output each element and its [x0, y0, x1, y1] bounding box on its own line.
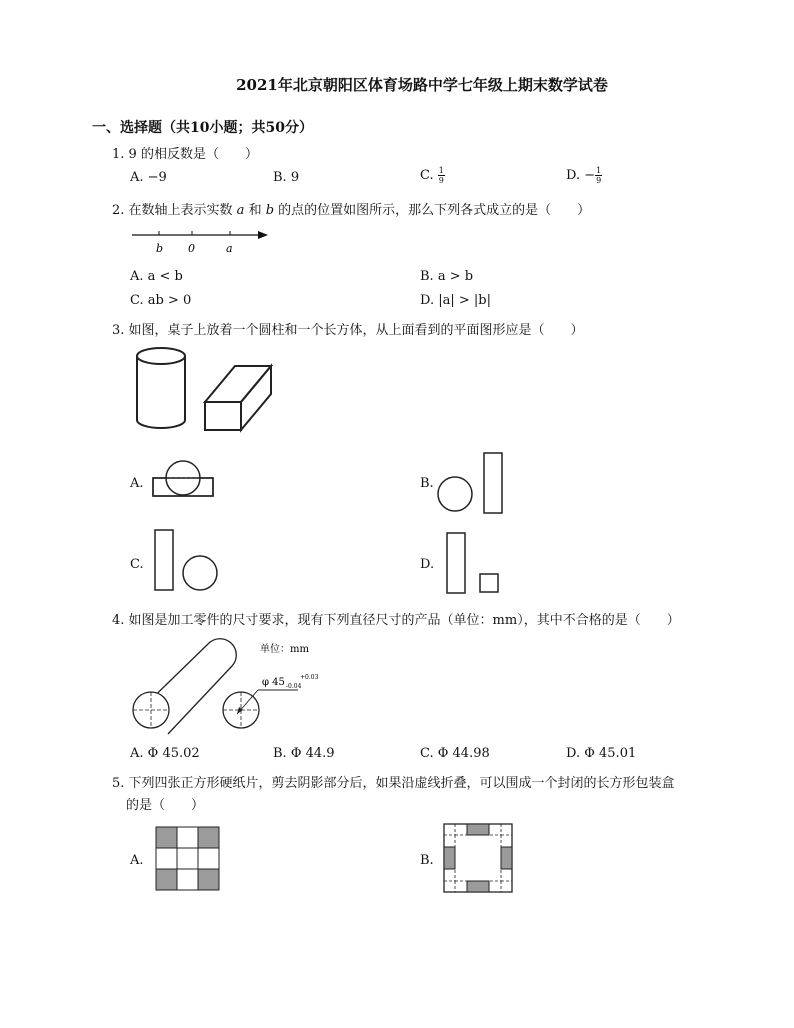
label-b: b: [156, 242, 164, 255]
page-title: 2021年北京朝阳区体育场路中学七年级上期末数学试卷: [236, 76, 608, 94]
q2-var-a: a: [236, 203, 245, 218]
q4-stem: 4. 如图是加工零件的尺寸要求，现有下列直径尺寸的产品（单位：mm），其中不合格的是（ ）: [112, 613, 680, 628]
cuboid-side: [241, 366, 271, 430]
section-heading: 一、选择题（共10小题；共50分）: [92, 120, 313, 136]
q5-option-a-label[interactable]: A.: [130, 853, 144, 868]
number-line-arrow-icon: [258, 231, 268, 239]
q5-option-b-label[interactable]: B.: [420, 853, 434, 868]
q2-option-c[interactable]: C. ab > 0: [130, 293, 192, 308]
q2-option-d[interactable]: D. |a| > |b|: [420, 293, 491, 308]
q3-option-a-figure[interactable]: [150, 458, 220, 500]
q3-option-d-label[interactable]: D.: [420, 557, 435, 572]
q1-stem: 1. 9 的相反数是（ ）: [112, 147, 258, 162]
q5-option-b-figure[interactable]: [443, 823, 515, 895]
q4-option-d[interactable]: D. Φ 45.01: [566, 746, 637, 761]
q4-option-a[interactable]: A. Φ 45.02: [130, 746, 200, 761]
q1-option-b[interactable]: B. 9: [273, 170, 300, 185]
q1-option-c-numerator: 1: [438, 166, 444, 175]
q2-stem: [112, 199, 590, 218]
q1-option-c-prefix: C.: [420, 168, 438, 183]
q4-option-b[interactable]: B. Φ 44.9: [273, 746, 335, 761]
dimension-lower: -0.04: [286, 683, 302, 690]
q1-option-a[interactable]: A. −9: [130, 170, 167, 185]
q1-option-c-denominator: 9: [438, 176, 444, 185]
q1-option-d-denominator: 9: [596, 176, 602, 185]
q4-part-figure: [128, 636, 348, 736]
q2-stem-part3: 的点的位置如图所示，那么下列各式成立的是（ ）: [274, 203, 591, 218]
q3-main-figure: [125, 340, 285, 440]
q3-option-b-figure[interactable]: [436, 450, 506, 520]
q3-stem: 3. 如图，桌子上放着一个圆柱和一个长方体，从上面看到的平面图形应是（ ）: [112, 323, 584, 338]
q2-number-line: [128, 226, 278, 258]
label-zero: 0: [188, 242, 195, 255]
q1-option-d-prefix: D. −: [566, 168, 596, 183]
q3-option-c-figure[interactable]: [152, 527, 222, 595]
q4-option-c[interactable]: C. Φ 44.98: [420, 746, 490, 761]
q1-option-d-fraction: [595, 166, 602, 185]
cylinder-top: [137, 348, 185, 364]
q1-option-d-numerator: 1: [596, 166, 602, 175]
cuboid-top: [205, 366, 271, 402]
q1-option-c-fraction: [438, 166, 445, 185]
q5-option-a-figure[interactable]: [155, 826, 221, 892]
q5-stem-line2: 的是（ ）: [126, 798, 205, 813]
q3-option-a-label[interactable]: A.: [130, 476, 144, 491]
q1-option-c[interactable]: [420, 166, 445, 185]
cuboid-front: [205, 402, 241, 430]
cylinder-bottom: [137, 420, 185, 428]
q2-stem-part2: 和: [244, 203, 266, 218]
q2-stem-part1: 2. 在数轴上表示实数: [112, 203, 237, 218]
unit-label: 单位：mm: [260, 644, 309, 655]
label-a: a: [226, 242, 233, 255]
q3-option-d-figure[interactable]: [444, 530, 504, 596]
q2-option-a[interactable]: A. a < b: [130, 269, 183, 284]
q2-var-b: b: [265, 203, 275, 218]
q1-option-d[interactable]: [566, 166, 602, 185]
dimension-main: φ 45: [262, 677, 285, 688]
q5-stem-line1: 5. 下列四张正方形硬纸片，剪去阴影部分后，如果沿虚线折叠，可以围成一个封闭的长方形包装盒: [112, 776, 675, 791]
q3-option-b-label[interactable]: B.: [420, 476, 434, 491]
dimension-upper: +0.03: [300, 674, 319, 681]
q3-option-c-label[interactable]: C.: [130, 557, 144, 572]
q2-option-b[interactable]: B. a > b: [420, 269, 474, 284]
